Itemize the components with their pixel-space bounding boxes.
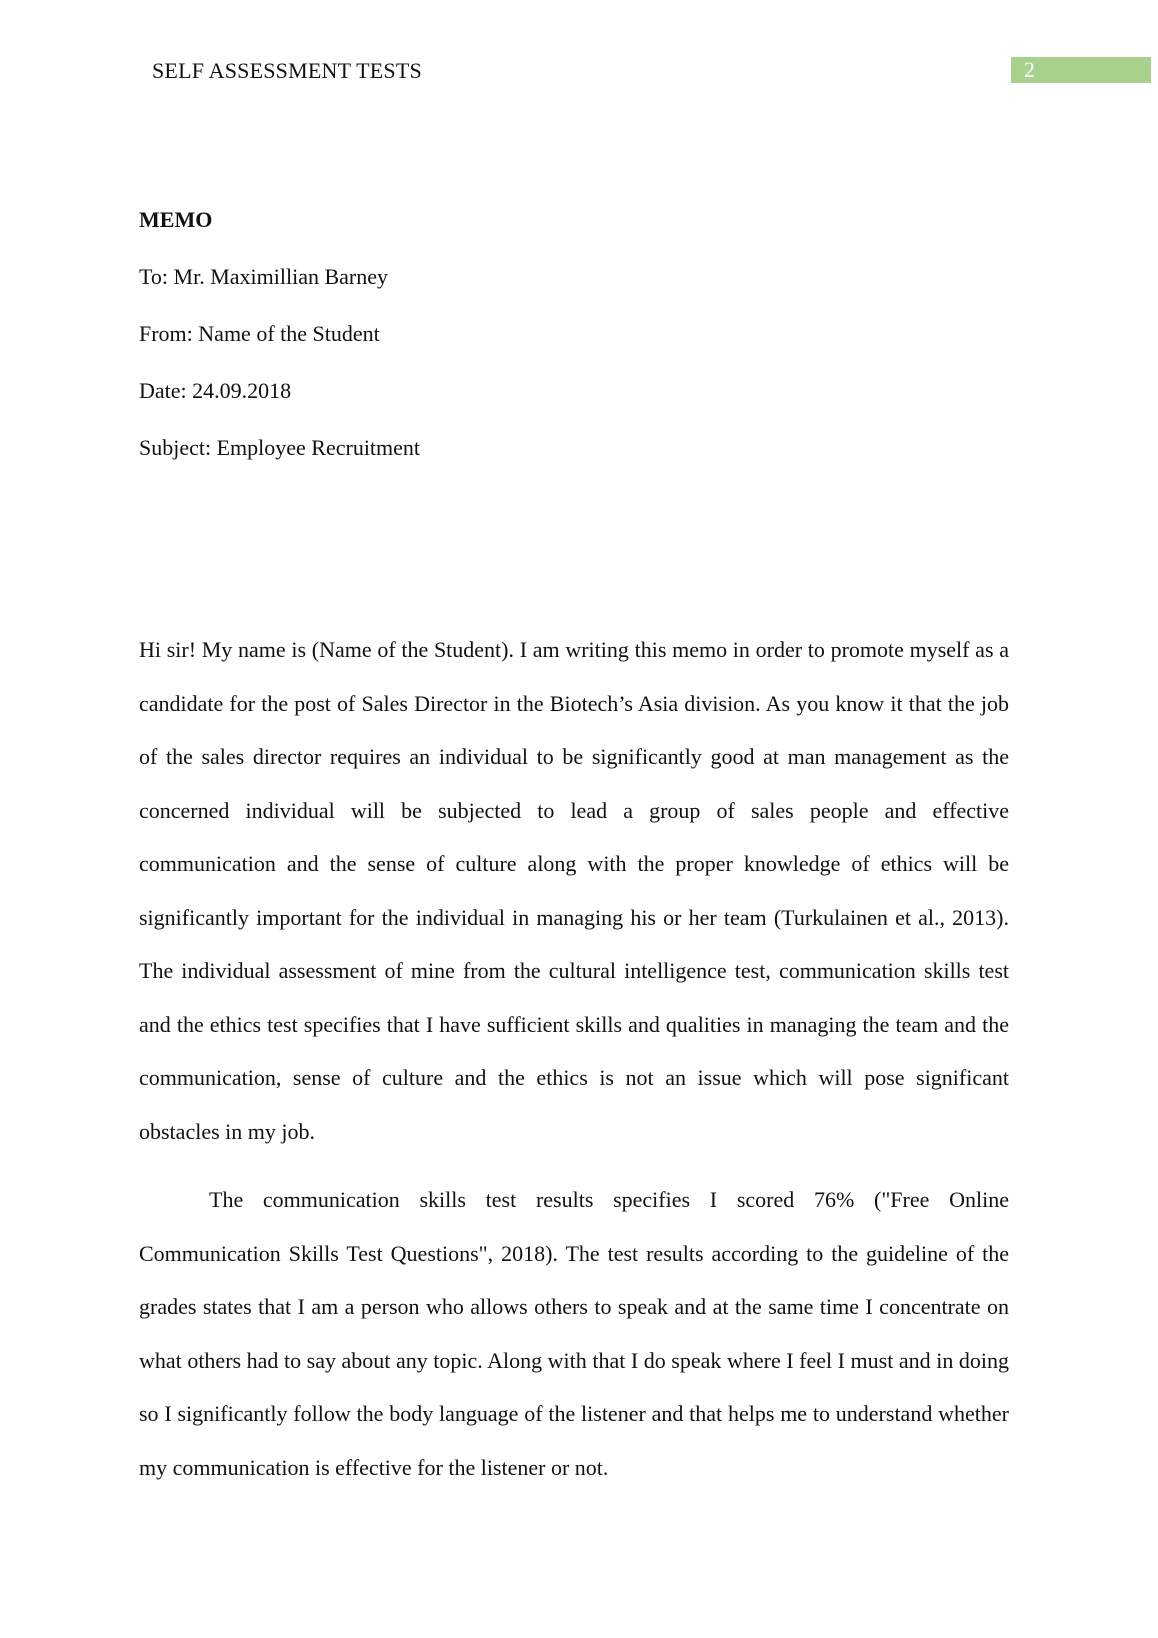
memo-body — [139, 623, 1009, 1494]
memo-date-line: Date: 24.09.2018 — [139, 378, 292, 403]
memo-to-line: To: Mr. Maximillian Barney — [139, 264, 388, 289]
running-head: SELF ASSESSMENT TESTS — [152, 58, 422, 83]
page-number: 2 — [1011, 57, 1151, 83]
body-paragraph-2: The communication skills test results specifies I scored 76% ("Free Online Communication Skills Test Questions", 2018). The test results according to the guideline of the grades states that I am a person who allows others to speak and at the same time I concentrate on what others had to say about any topic. Along with that I do speak where I feel I must and in doing so I significantly follow the body language of the listener and that helps me to understand whether my communication is effective for the listener or not. — [139, 1187, 1009, 1480]
memo-header-block — [139, 205, 1009, 490]
memo-title: MEMO — [139, 207, 213, 232]
memo-subject-line: Subject: Employee Recruitment — [139, 435, 421, 460]
body-paragraph-1: Hi sir! My name is (Name of the Student). I am writing this memo in order to promote myself as a candidate for the post of Sales Director in the Biotech’s Asia division. As you know it that the job of the sales director requires an individual to be significantly good at man management as the concerned individual will be subjected to lead a group of sales people and effective communication and the sense of culture along with the proper knowledge of ethics will be significantly important for the individual in managing his or her team (Turkulainen et al., 2013). The individual assessment of mine from the cultural intelligence test, communication skills test and the ethics test specifies that I have sufficient skills and qualities in managing the team and the communication, sense of culture and the ethics is not an issue which will pose significant obstacles in my job. — [139, 637, 1009, 1144]
memo-from-line: From: Name of the Student — [139, 321, 380, 346]
